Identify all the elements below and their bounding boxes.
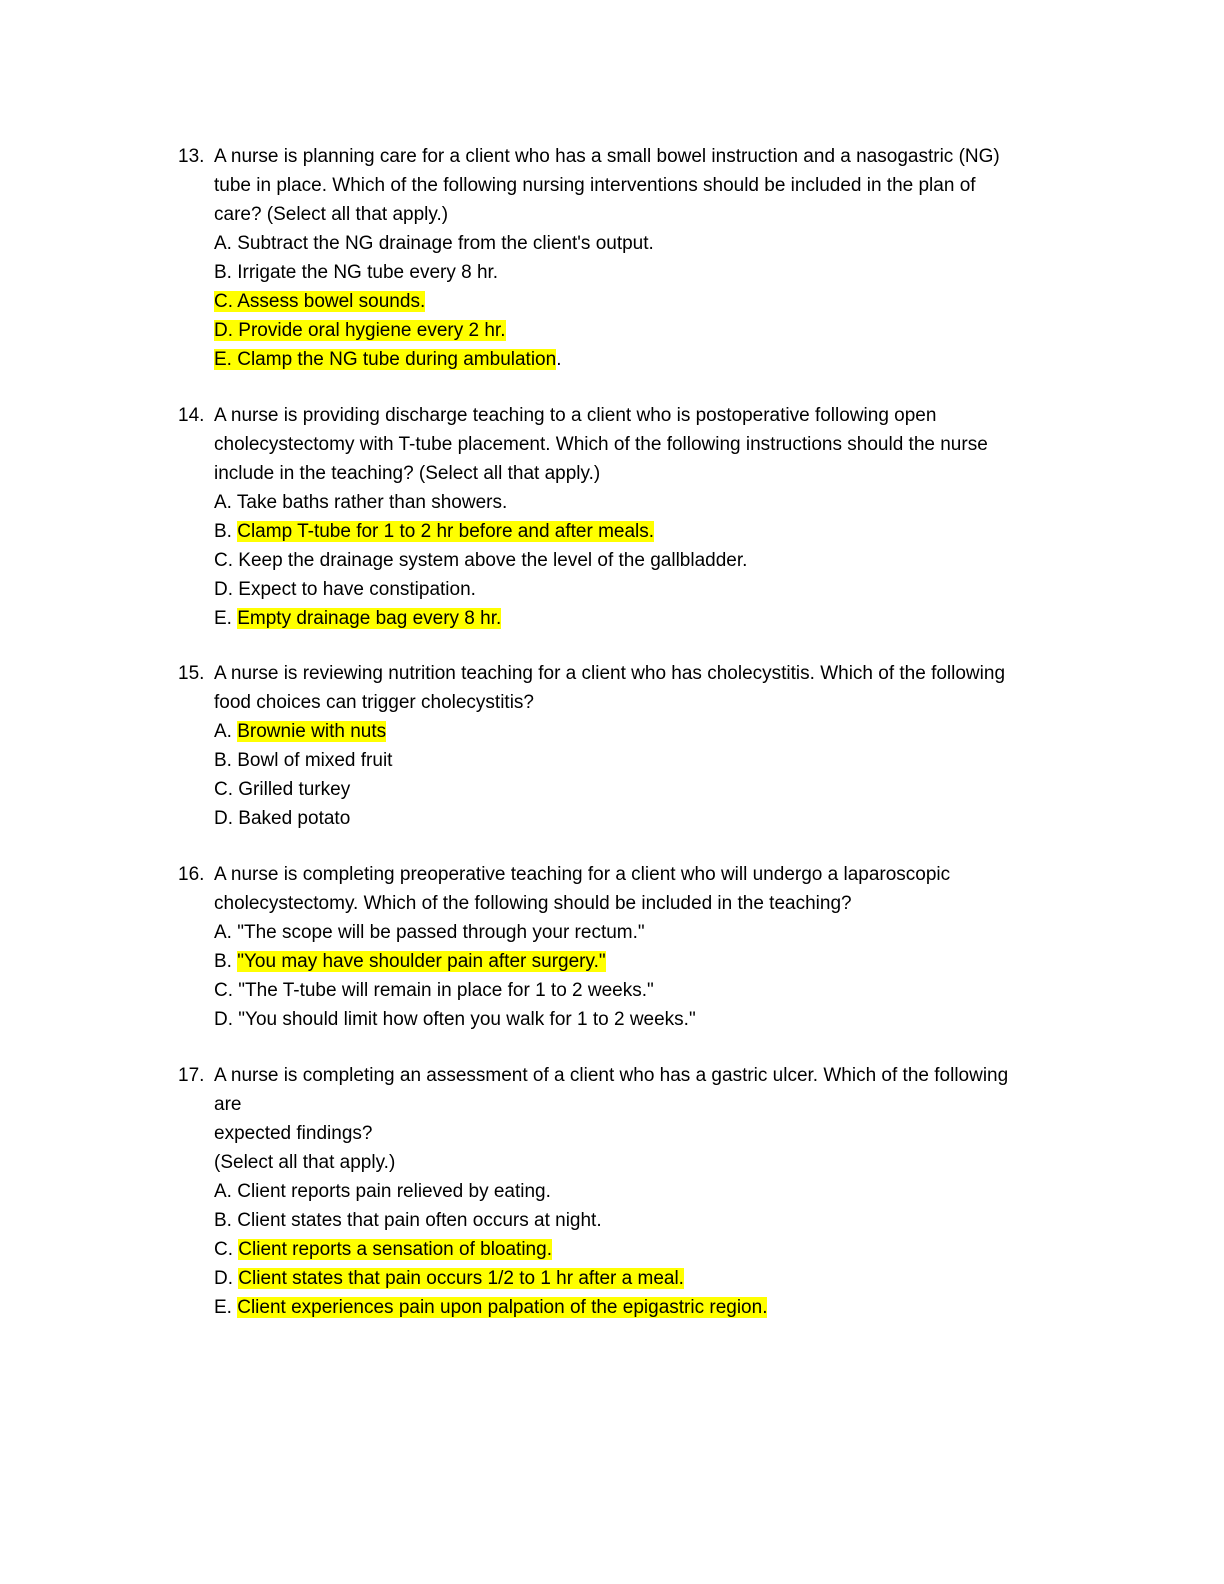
answer-option bbox=[214, 976, 1074, 1005]
question-body bbox=[214, 860, 1074, 1034]
question-stem-line: food choices can trigger cholecystitis? bbox=[214, 692, 534, 713]
option-letter: E. bbox=[214, 1297, 238, 1318]
answer-option bbox=[214, 1005, 1074, 1034]
question-stem-line: tube in place. Which of the following nursing interventions should be included in the plan of bbox=[214, 175, 976, 196]
answer-option bbox=[214, 804, 1074, 833]
answer-option-highlighted bbox=[214, 1293, 1074, 1322]
highlighted-answer: Clamp T-tube for 1 to 2 hr before and after meals. bbox=[237, 521, 655, 542]
answer-option bbox=[214, 775, 1074, 804]
answer-option bbox=[214, 918, 1074, 947]
option-letter: B. bbox=[214, 521, 238, 542]
option-letter: B. bbox=[214, 951, 238, 972]
answer-option bbox=[214, 258, 1074, 287]
question-stem-line: A nurse is completing an assessment of a client who has a gastric ulcer. Which of the following bbox=[214, 1065, 1009, 1086]
highlighted-answer: Empty drainage bag every 8 hr. bbox=[237, 608, 502, 629]
highlighted-answer: Client experiences pain upon palpation of the epigastric region. bbox=[237, 1297, 768, 1318]
option-text: D. Expect to have constipation. bbox=[214, 579, 476, 600]
option-text: A. Take baths rather than showers. bbox=[214, 492, 508, 513]
question-stem-line: cholecystectomy. Which of the following should be included in the teaching? bbox=[214, 893, 852, 914]
highlighted-answer: "You may have shoulder pain after surgery." bbox=[237, 951, 606, 972]
answer-option-highlighted bbox=[214, 604, 1074, 633]
highlighted-answer: Client states that pain occurs 1/2 to 1 hr after a meal. bbox=[238, 1268, 684, 1289]
answer-option bbox=[214, 488, 1074, 517]
answer-option-highlighted bbox=[214, 1235, 1074, 1264]
option-letter: E. bbox=[214, 608, 238, 629]
highlighted-answer: D. Provide oral hygiene every 2 hr. bbox=[214, 320, 506, 341]
question-stem-line: A nurse is planning care for a client who has a small bowel instruction and a nasogastric (NG) bbox=[214, 146, 1000, 167]
option-text: D. "You should limit how often you walk for 1 to 2 weeks." bbox=[214, 1009, 696, 1030]
option-text: A. "The scope will be passed through your rectum." bbox=[214, 922, 645, 943]
question-stem-line: care? (Select all that apply.) bbox=[214, 204, 449, 225]
question-stem-line: A nurse is reviewing nutrition teaching for a client who has cholecystitis. Which of the following bbox=[214, 663, 1006, 684]
option-letter: C. bbox=[214, 1239, 239, 1260]
option-suffix: . bbox=[556, 349, 562, 370]
option-letter: D. bbox=[214, 1268, 239, 1289]
answer-option bbox=[214, 546, 1074, 575]
answer-option bbox=[214, 1177, 1074, 1206]
question-stem-line: (Select all that apply.) bbox=[214, 1152, 396, 1173]
answer-option-highlighted bbox=[214, 517, 1074, 546]
option-text: A. Client reports pain relieved by eating. bbox=[214, 1181, 551, 1202]
option-text: B. Bowl of mixed fruit bbox=[214, 750, 393, 771]
question-stem-line: A nurse is providing discharge teaching to a client who is postoperative following open bbox=[214, 405, 937, 426]
answer-option bbox=[214, 229, 1074, 258]
answer-option bbox=[214, 1206, 1074, 1235]
question-number: 13. bbox=[178, 146, 205, 167]
option-text: B. Client states that pain often occurs at night. bbox=[214, 1210, 602, 1231]
option-text: B. Irrigate the NG tube every 8 hr. bbox=[214, 262, 499, 283]
question-stem-line: include in the teaching? (Select all that apply.) bbox=[214, 463, 601, 484]
answer-option-highlighted bbox=[214, 717, 1074, 746]
option-text: D. Baked potato bbox=[214, 808, 351, 829]
question-number: 15. bbox=[178, 663, 205, 684]
highlighted-answer: Client reports a sensation of bloating. bbox=[238, 1239, 552, 1260]
answer-option-highlighted bbox=[214, 947, 1074, 976]
question-stem-line: A nurse is completing preoperative teaching for a client who will undergo a laparoscopic bbox=[214, 864, 951, 885]
option-text: A. Subtract the NG drainage from the client's output. bbox=[214, 233, 654, 254]
question-body bbox=[214, 142, 1074, 374]
answer-option bbox=[214, 575, 1074, 604]
highlighted-answer: Brownie with nuts bbox=[237, 721, 387, 742]
question-number: 14. bbox=[178, 405, 205, 426]
question-body bbox=[214, 401, 1074, 633]
option-text: C. Grilled turkey bbox=[214, 779, 351, 800]
question-body bbox=[214, 659, 1074, 833]
option-letter: A. bbox=[214, 721, 238, 742]
answer-option bbox=[214, 746, 1074, 775]
question-stem-line: are bbox=[214, 1094, 242, 1115]
option-text: C. Keep the drainage system above the level of the gallbladder. bbox=[214, 550, 748, 571]
answer-option-highlighted bbox=[214, 287, 1074, 316]
answer-option-highlighted bbox=[214, 345, 1074, 374]
question-body bbox=[214, 1061, 1074, 1322]
answer-option-highlighted bbox=[214, 316, 1074, 345]
question-number: 17. bbox=[178, 1065, 205, 1086]
question-stem-line: cholecystectomy with T-tube placement. Which of the following instructions should the nurse bbox=[214, 434, 988, 455]
option-text: C. "The T-tube will remain in place for 1 to 2 weeks." bbox=[214, 980, 654, 1001]
answer-option-highlighted bbox=[214, 1264, 1074, 1293]
question-number: 16. bbox=[178, 864, 205, 885]
question-stem-line: expected findings? bbox=[214, 1123, 373, 1144]
highlighted-answer: C. Assess bowel sounds. bbox=[214, 291, 426, 312]
highlighted-answer: E. Clamp the NG tube during ambulation bbox=[214, 349, 557, 370]
